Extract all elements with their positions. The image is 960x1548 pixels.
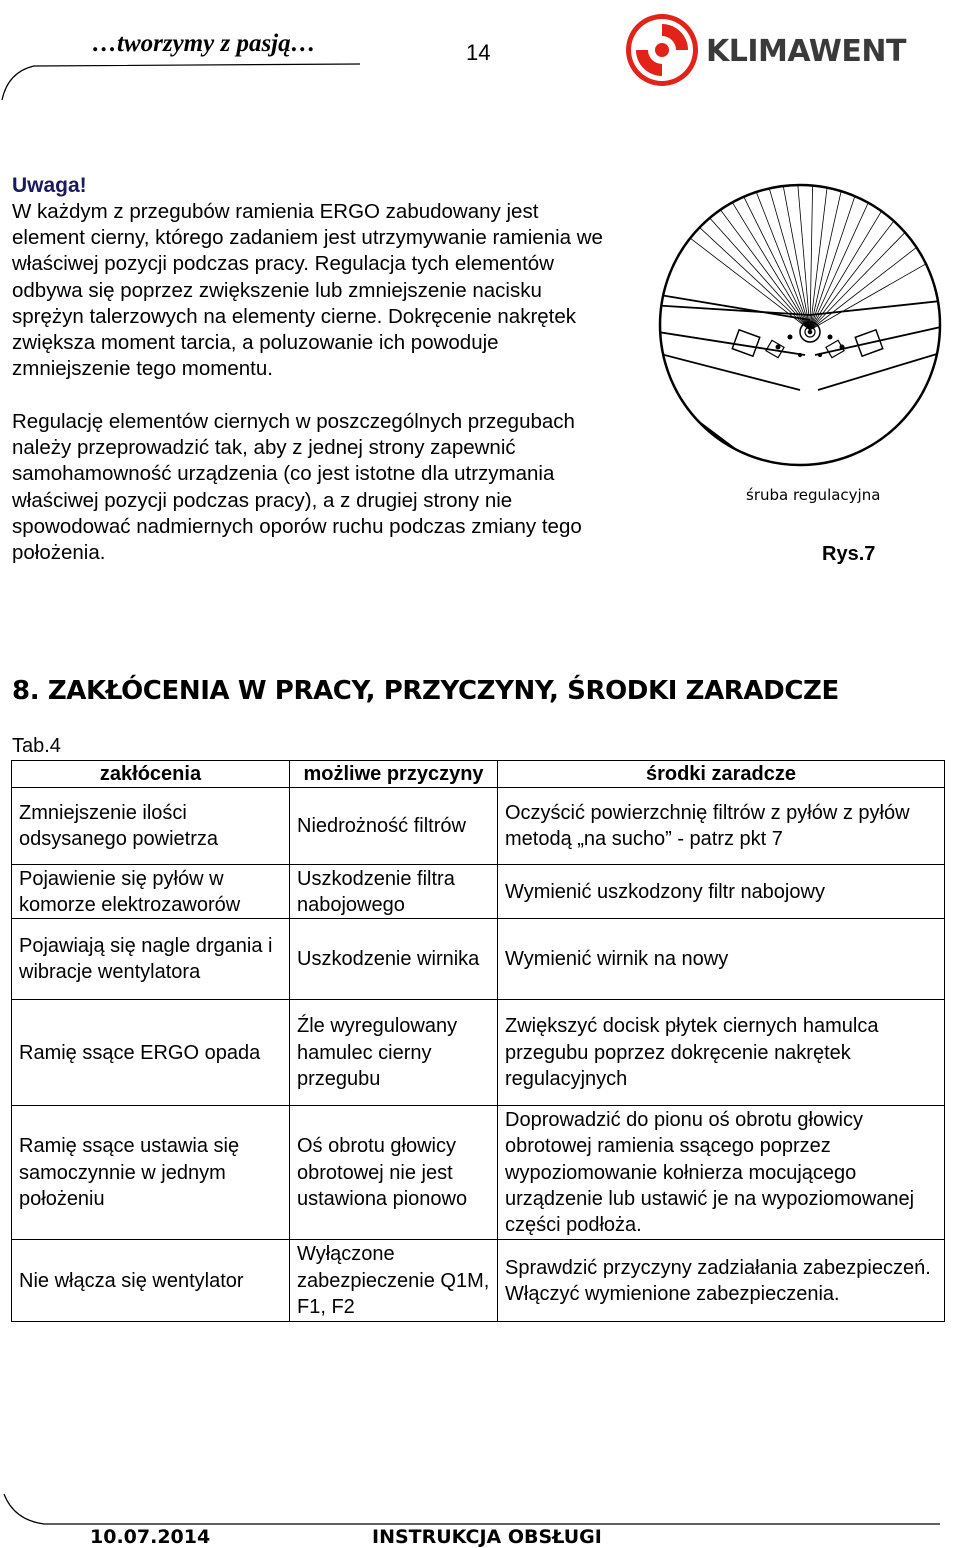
footer-title: INSTRUKCJA OBSŁUGI — [372, 1526, 602, 1548]
cell-remedy: Doprowadzić do pionu oś obrotu głowicy obrotowej ramienia ssącego poprzez wypoziomowanie kołnierza mocującego urządzenie lub ustawić je na wypoziomowanej części podłoża. — [498, 1106, 945, 1240]
figure-label: Rys.7 — [822, 543, 876, 565]
column-header-remedy: środki zaradcze — [498, 761, 945, 788]
cell-issue: Pojawiają się nagle drgania i wibracje wentylatora — [12, 919, 290, 1000]
cell-remedy: Oczyścić powierzchnię filtrów z pyłów z pyłów metodą „na sucho” - patrz pkt 7 — [498, 788, 945, 865]
column-header-issue: zakłócenia — [12, 761, 290, 788]
cell-issue: Pojawienie się pyłów w komorze elektrozaworów — [12, 865, 290, 919]
cell-issue: Nie włącza się wentylator — [12, 1240, 290, 1322]
cell-issue: Zmniejszenie ilości odsysanego powietrza — [12, 788, 290, 865]
table-row — [12, 919, 945, 1000]
cell-remedy: Wymienić uszkodzony filtr nabojowy — [498, 865, 945, 919]
table-row — [12, 1000, 945, 1106]
cell-cause: Wyłączone zabezpieczenie Q1M, F1, F2 — [290, 1240, 498, 1322]
logo-wordmark: KLIMAWENT — [706, 34, 906, 69]
warning-paragraph-2 — [12, 409, 612, 566]
cell-cause: Oś obrotu głowicy obrotowej nie jest ustawiona pionowo — [290, 1106, 498, 1240]
warning-paragraph-1-text: W każdym z przegubów ramienia ERGO zabudowany jest element cierny, którego zadaniem jest utrzymywanie ramienia we właściwej pozycji podczas pracy. Regulacja tych elementów odbywa się poprzez zwiększenie lub zmniejszenie nacisku sprężyn talerzowych na elementy cierne. Dokręcenie nakrętek zwiększa moment tarcia, a poluzowanie ich powoduje zmniejszenie tego momentu. — [12, 200, 603, 381]
klimawent-logo-icon — [624, 12, 700, 88]
table-label: Tab.4 — [12, 735, 61, 757]
warning-title: Uwaga! — [12, 174, 87, 197]
troubleshooting-table — [11, 760, 945, 1322]
table-row — [12, 865, 945, 919]
cell-cause: Uszkodzenie filtra nabojowego — [290, 865, 498, 919]
warning-paragraph-2-text: Regulację elementów ciernych w poszczególnych przegubach należy przeprowadzić tak, aby z jednej strony zapewnić samohamowność urządzenia (co jest istotne dla utrzymania właściwej pozycji podczas pracy), a z drugiej strony nie spowodować nadmiernych oporów ruchu podczas zmiany tego położenia. — [12, 410, 582, 565]
warning-paragraph-1 — [12, 199, 612, 382]
header-slogan: …tworzymy z pasją… — [92, 30, 316, 57]
table-row — [12, 1106, 945, 1240]
footer-date: 10.07.2014 — [90, 1526, 211, 1548]
cell-cause: Niedrożność filtrów — [290, 788, 498, 865]
page-number: 14 — [466, 40, 491, 65]
section-title: 8. ZAKŁÓCENIA W PRACY, PRZYCZYNY, ŚRODKI ZARADCZE — [12, 676, 839, 706]
cell-cause: Uszkodzenie wirnika — [290, 919, 498, 1000]
table-header-row — [12, 761, 945, 788]
table-row — [12, 788, 945, 865]
cell-remedy: Sprawdzić przyczyny zadziałania zabezpieczeń. Włączyć wymienione zabezpieczenia. — [498, 1240, 945, 1322]
figure-caption: śruba regulacyjna — [746, 486, 881, 504]
cell-remedy: Zwiększyć docisk płytek ciernych hamulca przegubu poprzez dokręcenie nakrętek regulacyjnych — [498, 1000, 945, 1106]
cell-issue: Ramię ssące ERGO opada — [12, 1000, 290, 1106]
cell-remedy: Wymienić wirnik na nowy — [498, 919, 945, 1000]
column-header-cause: możliwe przyczyny — [290, 761, 498, 788]
joint-drawing — [650, 175, 950, 475]
table-row — [12, 1240, 945, 1322]
cell-cause: Źle wyregulowany hamulec cierny przegubu — [290, 1000, 498, 1106]
cell-issue: Ramię ssące ustawia się samoczynnie w jednym położeniu — [12, 1106, 290, 1240]
